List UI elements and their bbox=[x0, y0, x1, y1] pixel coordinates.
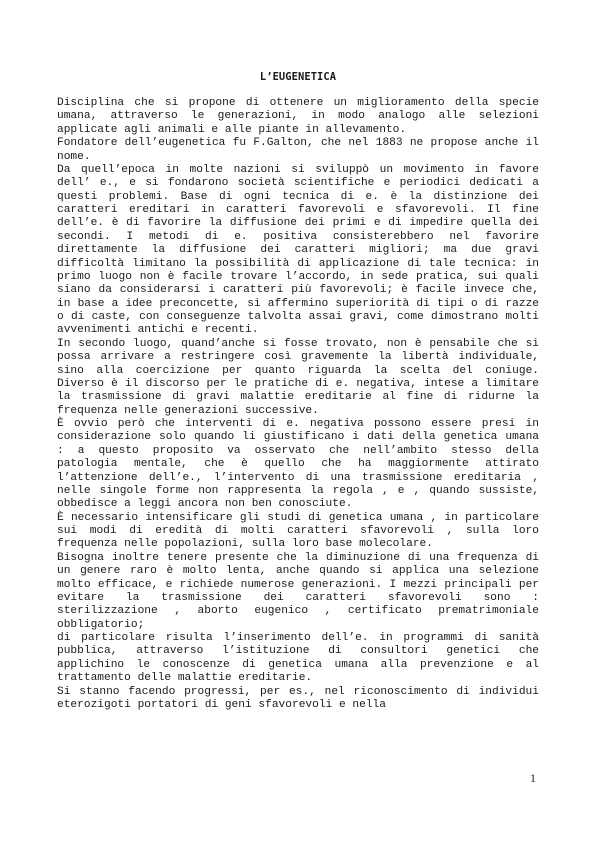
paragraph-founder: Fondatore dell’eugenetica fu F.Galton, che nel 1883 ne propose anche il nome. bbox=[57, 137, 539, 163]
paragraph-history: Da quell’epoca in molte nazioni si sviluppò un movimento in favore dell’ e., e si fondarono società scientifiche e periodici dedicati a questi problemi. Base di ogni tecnica di e. è la distinzione dei caratteri ereditari in caratteri favorevoli e sfavorevoli. Il fine dell’e. è di favorire la diffusione dei primi e di impedire quella dei secondi. I metodi di e. positiva consisterebbero nel favorire direttamente la diffusione dei caratteri migliori; ma due gravi difficoltà limitano la possibilità di applicazione di tale tecnica: in primo luogo non è facile trovare l’accordo, in sede pratica, sui quali siano da considerarsi i caratteri più favorevoli; è facile invece che, in base a idee preconcette, si affermino superiorità di tipi o di razze o di caste, con conseguenze talvolta assai gravi, come dimostrano molti avvenimenti antichi e recenti. bbox=[57, 163, 539, 337]
paragraph-frequency: Bisogna inoltre tenere presente che la diminuzione di una frequenza di un genere raro è molto lenta, anche quando si applica una selezione molto efficace, e richiede numerose generazioni. I mezzi principali per evitare la trasmissione dei caratteri sfavorevoli sono : sterilizzazione , aborto eugenico , certificato prematrimoniale obbligatorio; bbox=[57, 551, 539, 631]
paragraph-negative-eugenics: È ovvio però che interventi di e. negativa possono essere presi in considerazione solo quando li giustificano i dati della genetica umana : a questo proposito va osservato che nell’ambito stesso della patologia mentale, che è quello che ha maggiormente attirato l’attenzione dell’e., l’intervento di una trasmissione ereditaria , nelle singole forme non rappresenta la regola , e , quando sussiste, obbedisce a leggi ancora non ben conosciute. bbox=[57, 418, 539, 511]
paragraph-second-point: In secondo luogo, quand’anche si fosse trovato, non è pensabile che si possa arrivare a restringere così gravemente la libertà individuale, sino alla coercizione per quanto riguarda la scelta del coniuge. Diverso è il discorso per le pratiche di e. negativa, intese a limitare la trasmissione di gravi malattie ereditarie al fine di ridurne la frequenza nelle generazioni successive. bbox=[57, 337, 539, 417]
paragraph-progress: Si stanno facendo progressi, per es., nel riconoscimento di individui eterozigoti portatori di geni sfavorevoli e nella bbox=[57, 685, 539, 711]
paragraph-genetic-studies: È necessario intensificare gli studi di genetica umana , in particolare sui modi di eredità di molti caratteri sfavorevoli , sulla loro frequenza nelle popolazioni, sulla loro base molecolare. bbox=[57, 511, 539, 551]
document-body bbox=[57, 97, 539, 712]
page-number: 1 bbox=[530, 771, 536, 785]
document-title: L’EUGENETICA bbox=[259, 71, 337, 83]
paragraph-definition: Disciplina che si propone di ottenere un miglioramento della specie umana, attraverso le generazioni, in modo analogo alle selezioni applicate agli animali e alle piante in allevamento. bbox=[57, 97, 539, 136]
paragraph-public-health: di particolare risulta l’inserimento dell’e. in programmi di sanità pubblica, attraverso l’istituzione di consultori genetici che applichino le conoscenze di genetica umana alla prevenzione e al trattamento delle malattie ereditarie. bbox=[57, 632, 539, 685]
